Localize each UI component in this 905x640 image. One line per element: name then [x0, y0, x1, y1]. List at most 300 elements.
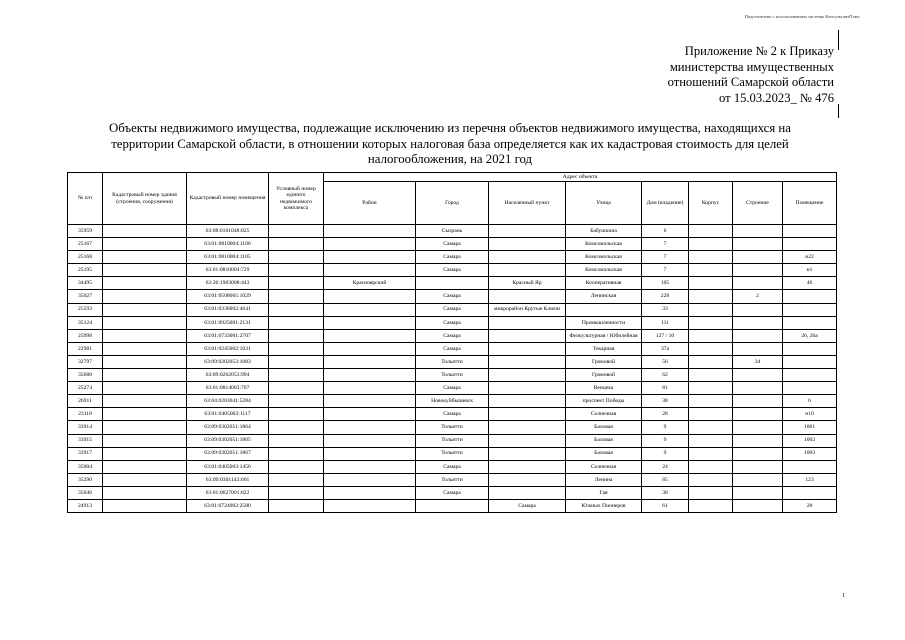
cell-house: 24	[642, 460, 689, 473]
cell-room-cadastral: 63:09:0302051:1867	[187, 447, 269, 460]
cell-district	[324, 486, 416, 499]
cell-settlement	[489, 395, 566, 408]
table-row	[68, 251, 837, 264]
cell-city: Самара	[416, 486, 489, 499]
table-row	[68, 342, 837, 355]
cell-complex-number	[269, 316, 324, 329]
cell-city: Тольятти	[416, 421, 489, 434]
appendix-heading	[560, 44, 834, 106]
cell-complex-number	[269, 277, 324, 290]
cell-district	[324, 238, 416, 251]
cell-district: Красноярский	[324, 277, 416, 290]
edge-mark-top	[838, 30, 839, 50]
cell-room-cadastral: 63:26:1903008:443	[187, 277, 269, 290]
cell-room-cadastral: 63:09:0202053:1083	[187, 355, 269, 368]
cell-city: Самара	[416, 408, 489, 421]
cell-building	[733, 251, 783, 264]
cell-city: Тольятти	[416, 434, 489, 447]
cell-num: 25274	[68, 382, 103, 395]
cell-district	[324, 408, 416, 421]
cell-complex-number	[269, 499, 324, 512]
cell-building	[733, 473, 783, 486]
cell-room-cadastral: 63:09:0202053:994	[187, 369, 269, 382]
cell-block	[689, 421, 733, 434]
cell-city: Тольятти	[416, 473, 489, 486]
cell-room-cadastral: 63:01:0405003:1117	[187, 408, 269, 421]
cell-street: Баховая	[566, 421, 642, 434]
cell-street: Гая	[566, 486, 642, 499]
cell-street: Ленинская	[566, 290, 642, 303]
cell-street: Баховая	[566, 447, 642, 460]
table-row	[68, 460, 837, 473]
cell-room-cadastral: 63:01:0245002:1031	[187, 342, 269, 355]
cell-building	[733, 277, 783, 290]
cell-district	[324, 395, 416, 408]
cell-room	[783, 369, 837, 382]
cell-building-cadastral	[103, 460, 187, 473]
header-address-group: Адрес объекта	[324, 173, 837, 182]
cell-house: 111	[642, 316, 689, 329]
cell-room-cadastral: 63:01:0810004:1100	[187, 238, 269, 251]
cell-settlement	[489, 329, 566, 342]
cell-building: 2	[733, 290, 783, 303]
cell-block	[689, 460, 733, 473]
cell-num: 26911	[68, 395, 103, 408]
cell-num: 35046	[68, 486, 103, 499]
edge-mark-bottom	[838, 104, 839, 118]
cell-building	[733, 421, 783, 434]
cell-district	[324, 355, 416, 368]
cell-room: 1002	[783, 434, 837, 447]
cell-settlement: Красный Яр	[489, 277, 566, 290]
cell-building-cadastral	[103, 447, 187, 460]
cell-building-cadastral	[103, 290, 187, 303]
cell-city: Тольятти	[416, 355, 489, 368]
cell-building	[733, 460, 783, 473]
table-body	[68, 225, 837, 513]
cell-street: Громовой	[566, 355, 642, 368]
cell-city: Самара	[416, 251, 489, 264]
cell-house: 61	[642, 499, 689, 512]
cell-room-cadastral: 63:01:0810004:729	[187, 264, 269, 277]
cell-house: 9	[642, 447, 689, 460]
cell-building-cadastral	[103, 499, 187, 512]
cell-building-cadastral	[103, 486, 187, 499]
cell-complex-number	[269, 434, 324, 447]
cell-building-cadastral	[103, 316, 187, 329]
cell-building: 34	[733, 355, 783, 368]
cell-building	[733, 447, 783, 460]
header-building: Строение	[733, 182, 783, 225]
cell-num: 25195	[68, 264, 103, 277]
cell-building-cadastral	[103, 225, 187, 238]
table-row	[68, 316, 837, 329]
cell-complex-number	[269, 342, 324, 355]
cell-settlement	[489, 434, 566, 447]
cell-house: 28	[642, 408, 689, 421]
cell-city: Самара	[416, 238, 489, 251]
cell-num: 35959	[68, 225, 103, 238]
cell-complex-number	[269, 355, 324, 368]
cell-num: 24913	[68, 499, 103, 512]
cell-house: 7	[642, 238, 689, 251]
cell-district	[324, 290, 416, 303]
cell-num: 35027	[68, 290, 103, 303]
cell-building	[733, 329, 783, 342]
cell-complex-number	[269, 264, 324, 277]
cell-district	[324, 460, 416, 473]
cell-block	[689, 447, 733, 460]
cell-complex-number	[269, 473, 324, 486]
cell-room-cadastral: 63:01:0724002:2580	[187, 499, 269, 512]
cell-complex-number	[269, 395, 324, 408]
cell-city: Сызрань	[416, 225, 489, 238]
cell-building-cadastral	[103, 434, 187, 447]
cell-building-cadastral	[103, 369, 187, 382]
table-row	[68, 238, 837, 251]
cell-block	[689, 316, 733, 329]
cell-building-cadastral	[103, 238, 187, 251]
cell-street: Ленина	[566, 473, 642, 486]
header-room-cadastral: Кадастровый номер помещения	[187, 173, 269, 225]
cell-num: 33915	[68, 434, 103, 447]
table-row	[68, 486, 837, 499]
header-building-cadastral: Кадастровый номер здания (строения, сооружения)	[103, 173, 187, 225]
cell-city: Новокуйбышевск	[416, 395, 489, 408]
cell-settlement: микрорайон Крутые Ключи	[489, 303, 566, 316]
cell-room-cadastral: 63:09:0301143:601	[187, 473, 269, 486]
title-line: Объекты недвижимого имущества, подлежащие исключению из перечня объектов недвижимого имущества, находящихся на	[109, 121, 791, 135]
cell-settlement	[489, 355, 566, 368]
cell-building	[733, 434, 783, 447]
cell-settlement: Самара	[489, 499, 566, 512]
cell-room	[783, 303, 837, 316]
cell-building-cadastral	[103, 421, 187, 434]
cell-room	[783, 486, 837, 499]
cell-room: 28	[783, 499, 837, 512]
cell-block	[689, 290, 733, 303]
cell-street: Бабушкина	[566, 225, 642, 238]
header-complex-number: Условный номер единого недвижимого комплекса	[269, 173, 324, 225]
cell-building	[733, 342, 783, 355]
document-title	[80, 121, 820, 168]
title-line: территории Самарской области, в отношении которых налоговая база определяется как их кадастровая стоимость для целей	[111, 136, 789, 151]
table-row	[68, 408, 837, 421]
cell-settlement	[489, 447, 566, 460]
cell-street: Токарная	[566, 342, 642, 355]
cell-district	[324, 264, 416, 277]
cell-complex-number	[269, 251, 324, 264]
cell-room	[783, 382, 837, 395]
cell-complex-number	[269, 382, 324, 395]
cell-complex-number	[269, 329, 324, 342]
header-house: Дом (владение)	[642, 182, 689, 225]
cell-block	[689, 303, 733, 316]
cell-house: 38	[642, 486, 689, 499]
cell-room: н1	[783, 264, 837, 277]
cell-num: 25168	[68, 251, 103, 264]
appendix-line: отношений Самарской области	[667, 75, 834, 89]
cell-block	[689, 329, 733, 342]
cell-block	[689, 355, 733, 368]
cell-building	[733, 486, 783, 499]
cell-room: н22	[783, 251, 837, 264]
table-row	[68, 277, 837, 290]
cell-complex-number	[269, 290, 324, 303]
cell-num: 32797	[68, 355, 103, 368]
header-num: № п/п	[68, 173, 103, 225]
cell-room-cadastral: 63:01:0810004:1105	[187, 251, 269, 264]
cell-building-cadastral	[103, 355, 187, 368]
table-row	[68, 290, 837, 303]
cell-complex-number	[269, 408, 324, 421]
consultant-plus-note: Подготовлено с использованием системы КонсультантПлюс	[744, 14, 860, 19]
table-row	[68, 421, 837, 434]
cell-building	[733, 316, 783, 329]
table-row	[68, 369, 837, 382]
cell-building	[733, 499, 783, 512]
cell-city: Самара	[416, 316, 489, 329]
cell-building-cadastral	[103, 408, 187, 421]
cell-building	[733, 238, 783, 251]
cell-house: 9	[642, 421, 689, 434]
cell-city: Самара	[416, 329, 489, 342]
cell-room-cadastral: 63:01:0627001:822	[187, 486, 269, 499]
cell-district	[324, 369, 416, 382]
cell-building-cadastral	[103, 303, 187, 316]
cell-district	[324, 434, 416, 447]
cell-block	[689, 264, 733, 277]
cell-room: 1003	[783, 447, 837, 460]
cell-room	[783, 355, 837, 368]
header-city: Город	[416, 182, 489, 225]
cell-city: Тольятти	[416, 447, 489, 460]
cell-complex-number	[269, 486, 324, 499]
cell-block	[689, 342, 733, 355]
cell-city: Самара	[416, 382, 489, 395]
cell-settlement	[489, 290, 566, 303]
cell-district	[324, 251, 416, 264]
cell-building-cadastral	[103, 342, 187, 355]
cell-num: 22981	[68, 342, 103, 355]
header-room: Помещение	[783, 182, 837, 225]
cell-building	[733, 382, 783, 395]
cell-block	[689, 225, 733, 238]
cell-complex-number	[269, 303, 324, 316]
cell-building-cadastral	[103, 382, 187, 395]
header-street: Улица	[566, 182, 642, 225]
cell-district	[324, 316, 416, 329]
cell-room	[783, 238, 837, 251]
cell-block	[689, 382, 733, 395]
cell-room: н10	[783, 408, 837, 421]
cell-settlement	[489, 460, 566, 473]
table-row	[68, 395, 837, 408]
cell-num: 35004	[68, 460, 103, 473]
cell-complex-number	[269, 447, 324, 460]
table-row	[68, 303, 837, 316]
header-block: Корпус	[689, 182, 733, 225]
cell-room: 26, 26а	[783, 329, 837, 342]
cell-room-cadastral: 63:09:0302051:1865	[187, 434, 269, 447]
table-row	[68, 499, 837, 512]
cell-house: 33	[642, 303, 689, 316]
cell-building	[733, 264, 783, 277]
cell-city: Самара	[416, 342, 489, 355]
cell-settlement	[489, 264, 566, 277]
cell-house: 7	[642, 264, 689, 277]
table-row	[68, 225, 837, 238]
cell-room	[783, 460, 837, 473]
table-row	[68, 447, 837, 460]
cell-complex-number	[269, 460, 324, 473]
cell-district	[324, 499, 416, 512]
cell-house: 62	[642, 369, 689, 382]
cell-building-cadastral	[103, 251, 187, 264]
appendix-line: Приложение № 2 к Приказу	[684, 44, 834, 58]
cell-block	[689, 238, 733, 251]
cell-street: Промышленности	[566, 316, 642, 329]
table-row	[68, 264, 837, 277]
cell-district	[324, 447, 416, 460]
cell-settlement	[489, 382, 566, 395]
cell-settlement	[489, 342, 566, 355]
cell-room: 46	[783, 277, 837, 290]
cell-complex-number	[269, 421, 324, 434]
cell-num: 34495	[68, 277, 103, 290]
table-row	[68, 382, 837, 395]
cell-street: Венцека	[566, 382, 642, 395]
cell-complex-number	[269, 238, 324, 251]
cell-room	[783, 290, 837, 303]
cell-block	[689, 434, 733, 447]
cell-room-cadastral: 63:01:0336002:4641	[187, 303, 269, 316]
cell-house: 38	[642, 395, 689, 408]
cell-building-cadastral	[103, 329, 187, 342]
cell-num: 25998	[68, 329, 103, 342]
cell-settlement	[489, 251, 566, 264]
cell-settlement	[489, 408, 566, 421]
header-settlement: Населенный пункт	[489, 182, 566, 225]
appendix-line: министерства имущественных	[669, 59, 834, 74]
cell-street: Комсомольская	[566, 251, 642, 264]
cell-house: 85	[642, 473, 689, 486]
cell-room-cadastral: 63:01:0733001:2707	[187, 329, 269, 342]
cell-block	[689, 486, 733, 499]
cell-room	[783, 225, 837, 238]
cell-block	[689, 277, 733, 290]
cell-street: Физкультурная / Юбилейная	[566, 329, 642, 342]
cell-room-cadastral: 63:01:0405003:1456	[187, 460, 269, 473]
cell-building	[733, 225, 783, 238]
cell-settlement	[489, 369, 566, 382]
page-number: 1	[842, 593, 845, 599]
cell-settlement	[489, 486, 566, 499]
cell-settlement	[489, 421, 566, 434]
cell-room-cadastral: 63:08:0101048:825	[187, 225, 269, 238]
cell-room	[783, 316, 837, 329]
cell-block	[689, 395, 733, 408]
cell-room: 6	[783, 395, 837, 408]
cell-complex-number	[269, 369, 324, 382]
cell-house: 7	[642, 251, 689, 264]
table-row	[68, 329, 837, 342]
cell-room-cadastral: 63:01:0508005:1029	[187, 290, 269, 303]
cell-city: Самара	[416, 460, 489, 473]
cell-block	[689, 499, 733, 512]
cell-building-cadastral	[103, 277, 187, 290]
cell-street: Кооперативная	[566, 277, 642, 290]
cell-street: Солнечная	[566, 460, 642, 473]
cell-street	[566, 303, 642, 316]
cell-building	[733, 303, 783, 316]
cell-city: Самара	[416, 303, 489, 316]
cell-building	[733, 408, 783, 421]
cell-settlement	[489, 225, 566, 238]
cell-district	[324, 329, 416, 342]
cell-street: Баховая	[566, 434, 642, 447]
cell-room: 123	[783, 473, 837, 486]
cell-district	[324, 342, 416, 355]
cell-num: 23118	[68, 408, 103, 421]
cell-street: Комсомольская	[566, 264, 642, 277]
table-row	[68, 473, 837, 486]
cell-block	[689, 369, 733, 382]
cell-room-cadastral: 63:04:0203041:5284	[187, 395, 269, 408]
cell-block	[689, 251, 733, 264]
cell-num: 25167	[68, 238, 103, 251]
table-row	[68, 434, 837, 447]
cell-city: Тольятти	[416, 369, 489, 382]
appendix-line: от 15.03.2023_ № 476	[719, 90, 834, 105]
title-line: налогообложения, на 2021 год	[367, 152, 533, 166]
cell-city: Самара	[416, 290, 489, 303]
table-row	[68, 355, 837, 368]
cell-house: 105	[642, 277, 689, 290]
cell-building-cadastral	[103, 264, 187, 277]
cell-block	[689, 408, 733, 421]
cell-num: 33914	[68, 421, 103, 434]
cell-house: 9	[642, 434, 689, 447]
cell-room-cadastral: 63:01:0925001:2131	[187, 316, 269, 329]
cell-district	[324, 473, 416, 486]
cell-city	[416, 277, 489, 290]
cell-num: 35290	[68, 473, 103, 486]
cell-building-cadastral	[103, 395, 187, 408]
cell-street: Солнечная	[566, 408, 642, 421]
cell-district	[324, 303, 416, 316]
cell-building	[733, 395, 783, 408]
cell-room-cadastral: 63:09:0302051:1864	[187, 421, 269, 434]
cell-street: Комсомольская	[566, 238, 642, 251]
cell-district	[324, 421, 416, 434]
cell-street: Громовой	[566, 369, 642, 382]
cell-num: 33917	[68, 447, 103, 460]
cell-complex-number	[269, 225, 324, 238]
header-district: Район	[324, 182, 416, 225]
cell-city	[416, 499, 489, 512]
cell-district	[324, 382, 416, 395]
cell-settlement	[489, 473, 566, 486]
cell-num: 35680	[68, 369, 103, 382]
cell-room	[783, 342, 837, 355]
cell-district	[324, 225, 416, 238]
cell-num: 35124	[68, 316, 103, 329]
cell-building	[733, 369, 783, 382]
cell-house: 37а	[642, 342, 689, 355]
cell-house: 228	[642, 290, 689, 303]
cell-street: проспект Победы	[566, 395, 642, 408]
